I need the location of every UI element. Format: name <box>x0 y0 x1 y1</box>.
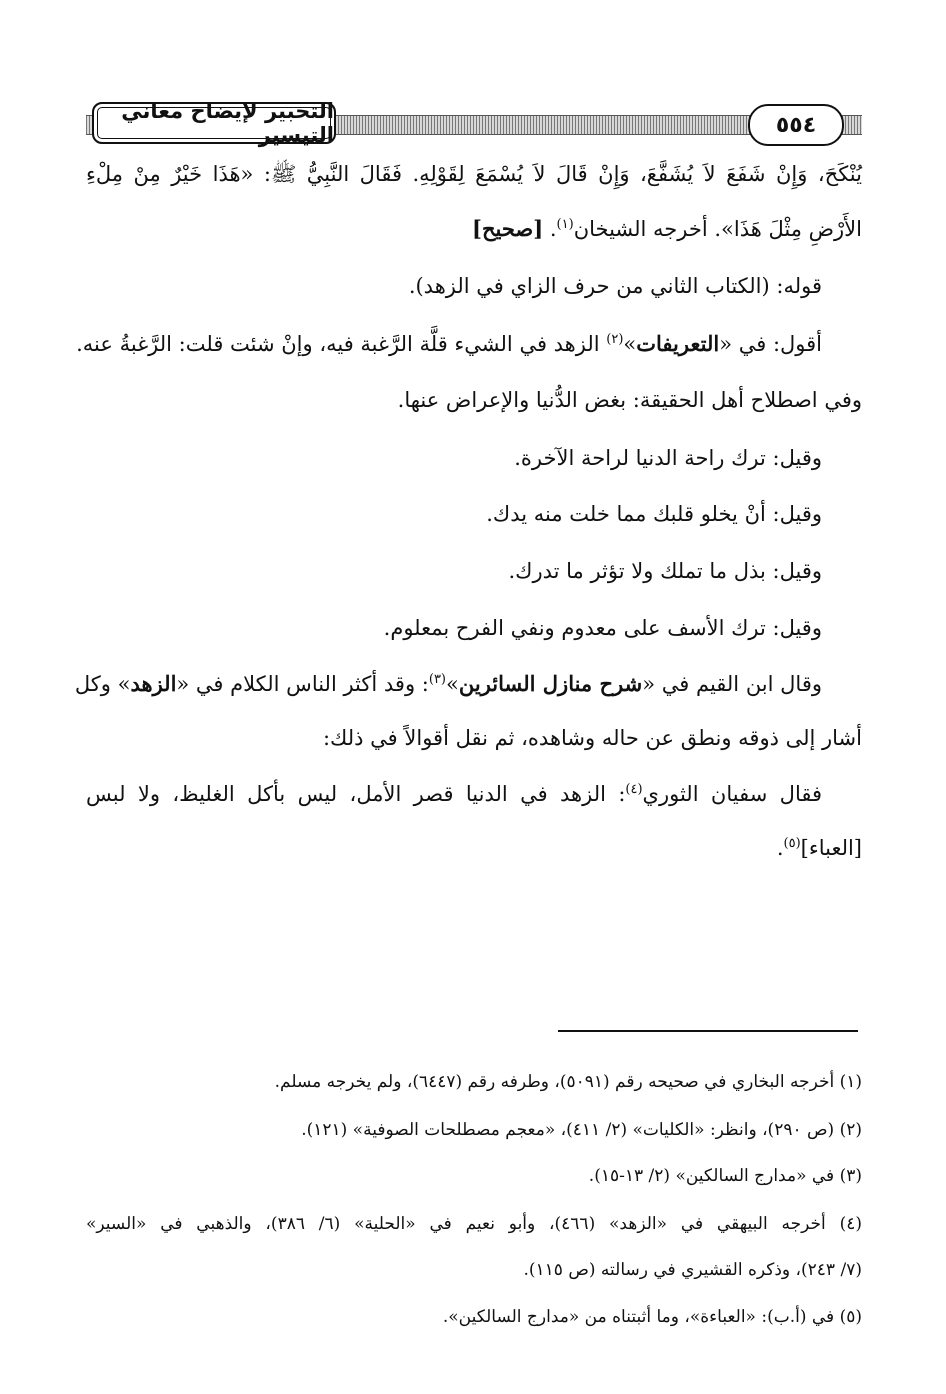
text-line-7 <box>86 500 862 528</box>
footnote-4-line-1: (٤) أخرجه البيهقي في «الزهد» (٤٦٦)، وأبو نعيم في «الحلية» (٦/ ٣٨٦)، والذهبي في «السير» <box>86 1214 862 1234</box>
footnote-1: (١) أخرجه البخاري في صحيحه رقم (٥٠٩١)، وطرفه رقم (٦٤٤٧)، ولم يخرجه مسلم. <box>274 1072 862 1092</box>
text-line-11 <box>86 724 862 752</box>
text-line-2 <box>86 215 862 243</box>
text-fragment: » وكل <box>74 672 131 696</box>
book-name-tarifat: التعريفات <box>636 331 720 356</box>
text-fragment: [العباء] <box>800 836 862 860</box>
text-line-8 <box>86 557 862 585</box>
saying-4: وقيل: ترك الأسف على معدوم ونفي الفرح بمعلوم. <box>383 616 822 640</box>
footnote-ref-5: (٥) <box>783 836 801 851</box>
footnote-ref-4: (٤) <box>625 782 643 797</box>
text-fragment: وقال ابن القيم في « <box>642 672 822 696</box>
hadith-continuation: يُنْكَحَ، وَإِنْ شَفَعَ لاَ يُشَفَّعَ، وَإِنْ قَالَ لاَ يُسْمَعَ لِقَوْلِهِ. فَقَالَ النَّبِيُّ ﷺ: «هَذَا خَيْرٌ مِنْ مِلْءِ <box>86 162 862 186</box>
text-line-1 <box>86 160 862 188</box>
hadith-ending: الأَرْضِ مِثْلَ هَذَا». أخرجه الشيخان <box>573 217 862 241</box>
footnote-ref-3: (٣) <box>428 672 446 687</box>
footnote-4-line-2: (٧/ ٢٤٣)، وذكره القشيري في رسالته (ص ١١٥). <box>523 1260 862 1280</box>
book-name-sharh-manazil: شرح منازل السائرين <box>458 671 643 696</box>
footnote-3: (٣) في «مدارج السالكين» (٢/ ١٣-١٥). <box>588 1166 862 1186</box>
text-fragment: أقول: في « <box>719 332 822 356</box>
footnote-ref-2: (٢) <box>606 332 624 347</box>
text-line-5 <box>86 386 862 414</box>
footnote-5: (٥) في (أ.ب): «العباءة»، وما أثبتناه من «مدارج السالكين». <box>442 1307 862 1327</box>
text-fragment: فقال سفيان الثوري <box>642 782 822 806</box>
text-fragment: » <box>623 332 637 356</box>
footnote-ref-1: (١) <box>556 217 574 232</box>
punctuation: . <box>543 217 557 241</box>
saying-1: وقيل: ترك راحة الدنيا لراحة الآخرة. <box>514 446 822 470</box>
hadith-grade: [صحيح] <box>472 216 544 241</box>
text-fragment: الزهد في الشيء قلَّة الرَّغبة فيه، وإنْ شئت قلت: الرَّغبةُ عنه. <box>76 332 607 356</box>
footnote-2: (٢) (ص ٢٩٠)، وانظر: «الكليات» (٢/ ٤١١)، «معجم مصطلحات الصوفية» (١٢١). <box>301 1120 862 1140</box>
page-number: ٥٥٤ <box>748 104 844 146</box>
text-line-10 <box>74 670 862 698</box>
text-fragment: : الزهد في الدنيا قصر الأمل، ليس بأكل الغليظ، ولا لبس <box>86 782 626 806</box>
text-line-9 <box>86 614 862 642</box>
text-line-13 <box>86 834 862 862</box>
transition-text: أشار إلى ذوقه ونطق عن حاله وشاهده، ثم نقل أقوالاً في ذلك: <box>322 726 862 750</box>
book-title: التحبير لإيضاح معاني التيسير <box>92 102 336 144</box>
saying-3: وقيل: بذل ما تملك ولا تؤثر ما تدرك. <box>508 559 822 583</box>
text-fragment: . <box>776 836 784 860</box>
page-header <box>86 99 862 151</box>
zuhd-term: الزهد <box>130 671 177 696</box>
text-fragment: : وقد أكثر الناس الكلام في « <box>176 672 429 696</box>
text-line-12 <box>86 780 862 808</box>
text-line-6 <box>86 444 862 472</box>
text-line-4 <box>76 330 862 358</box>
text-fragment: » <box>446 672 459 696</box>
chapter-quote: قوله: (الكتاب الثاني من حرف الزاي في الزهد). <box>408 274 822 298</box>
saying-2: وقيل: أنْ يخلو قلبك مما خلت منه يدك. <box>486 502 822 526</box>
footnote-separator <box>558 1030 858 1032</box>
text-line-3 <box>86 272 862 300</box>
definition-text: وفي اصطلاح أهل الحقيقة: بغض الدُّنيا والإعراض عنها. <box>397 388 862 412</box>
